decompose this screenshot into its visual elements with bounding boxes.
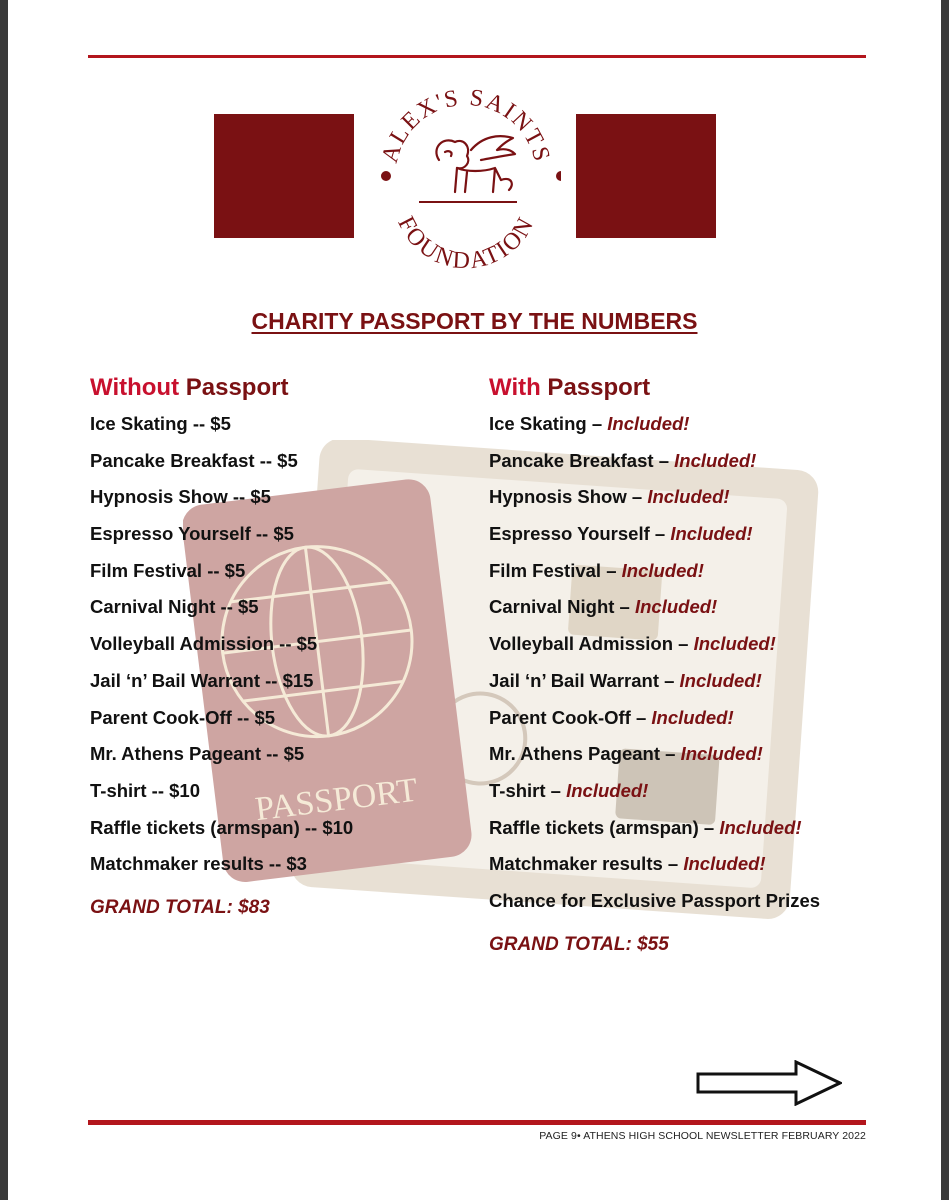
list-item: Matchmaker results -- $3 bbox=[90, 853, 307, 875]
svg-text:ALEX'S SAINTS bbox=[377, 85, 555, 166]
list-item: Hypnosis Show – Included! bbox=[489, 486, 730, 508]
list-item: Film Festival – Included! bbox=[489, 559, 704, 581]
top-rule bbox=[88, 55, 866, 58]
page-heading: CHARITY PASSPORT BY THE NUMBERS bbox=[251, 308, 698, 334]
newsletter-page bbox=[8, 0, 941, 1200]
logo-dot-right bbox=[556, 171, 561, 181]
logo-text-top: ALEX'S SAINTS bbox=[377, 84, 555, 166]
logo-text-bottom: FOUNDATION bbox=[392, 212, 540, 275]
left-color-block bbox=[214, 114, 354, 238]
list-item: Ice Skating – Included! bbox=[489, 413, 690, 434]
list-item: Ice Skating -- $5 bbox=[90, 413, 231, 434]
logo-dot-left bbox=[381, 171, 391, 181]
bottom-rule bbox=[88, 1120, 866, 1125]
list-item: Pancake Breakfast – Included! bbox=[489, 449, 757, 471]
list-item: Mr. Athens Pageant – Included! bbox=[489, 743, 763, 765]
passport-cover-text: PASSPORT bbox=[253, 771, 420, 829]
without-passport-title: Without Passport bbox=[90, 374, 289, 401]
list-item: Parent Cook-Off -- $5 bbox=[90, 706, 276, 728]
list-item: Matchmaker results – Included! bbox=[489, 853, 766, 875]
list-item: Film Festival -- $5 bbox=[90, 559, 246, 581]
list-item: Raffle tickets (armspan) -- $10 bbox=[90, 816, 354, 838]
list-item: Carnival Night – Included! bbox=[489, 596, 718, 618]
list-item: T-shirt – Included! bbox=[489, 779, 649, 801]
list-item: Jail ‘n’ Bail Warrant – Included! bbox=[489, 669, 762, 691]
winged-lion-icon bbox=[436, 136, 515, 192]
list-item: Jail ‘n’ Bail Warrant -- $15 bbox=[90, 669, 314, 691]
list-item: Carnival Night -- $5 bbox=[90, 596, 259, 618]
list-item: Volleyball Admission – Included! bbox=[489, 633, 776, 655]
list-item: Chance for Exclusive Passport Prizes bbox=[489, 889, 821, 911]
foundation-logo bbox=[371, 80, 561, 280]
without-passport-list bbox=[90, 406, 353, 883]
list-item: Raffle tickets (armspan) – Included! bbox=[489, 816, 802, 838]
with-grand-total: GRAND TOTAL: $55 bbox=[489, 933, 669, 955]
list-item: Espresso Yourself – Included! bbox=[489, 523, 753, 545]
list-item: Mr. Athens Pageant -- $5 bbox=[90, 743, 305, 765]
with-passport-list bbox=[489, 406, 820, 920]
without-passport-column bbox=[90, 372, 353, 919]
list-item: T-shirt -- $10 bbox=[90, 779, 200, 801]
with-passport-title: With Passport bbox=[489, 374, 651, 401]
with-passport-column bbox=[489, 372, 820, 956]
list-item: Hypnosis Show -- $5 bbox=[90, 486, 271, 508]
svg-text:FOUNDATION bbox=[392, 212, 540, 274]
list-item: Pancake Breakfast -- $5 bbox=[90, 449, 298, 471]
next-page-arrow-icon[interactable] bbox=[696, 1060, 842, 1106]
list-item: Volleyball Admission -- $5 bbox=[90, 633, 318, 655]
page-footer: PAGE 9• ATHENS HIGH SCHOOL NEWSLETTER FEBRUARY 2022 bbox=[539, 1130, 866, 1142]
without-grand-total: GRAND TOTAL: $83 bbox=[90, 896, 270, 918]
right-color-block bbox=[576, 114, 716, 238]
list-item: Espresso Yourself -- $5 bbox=[90, 523, 294, 545]
list-item: Parent Cook-Off – Included! bbox=[489, 706, 734, 728]
